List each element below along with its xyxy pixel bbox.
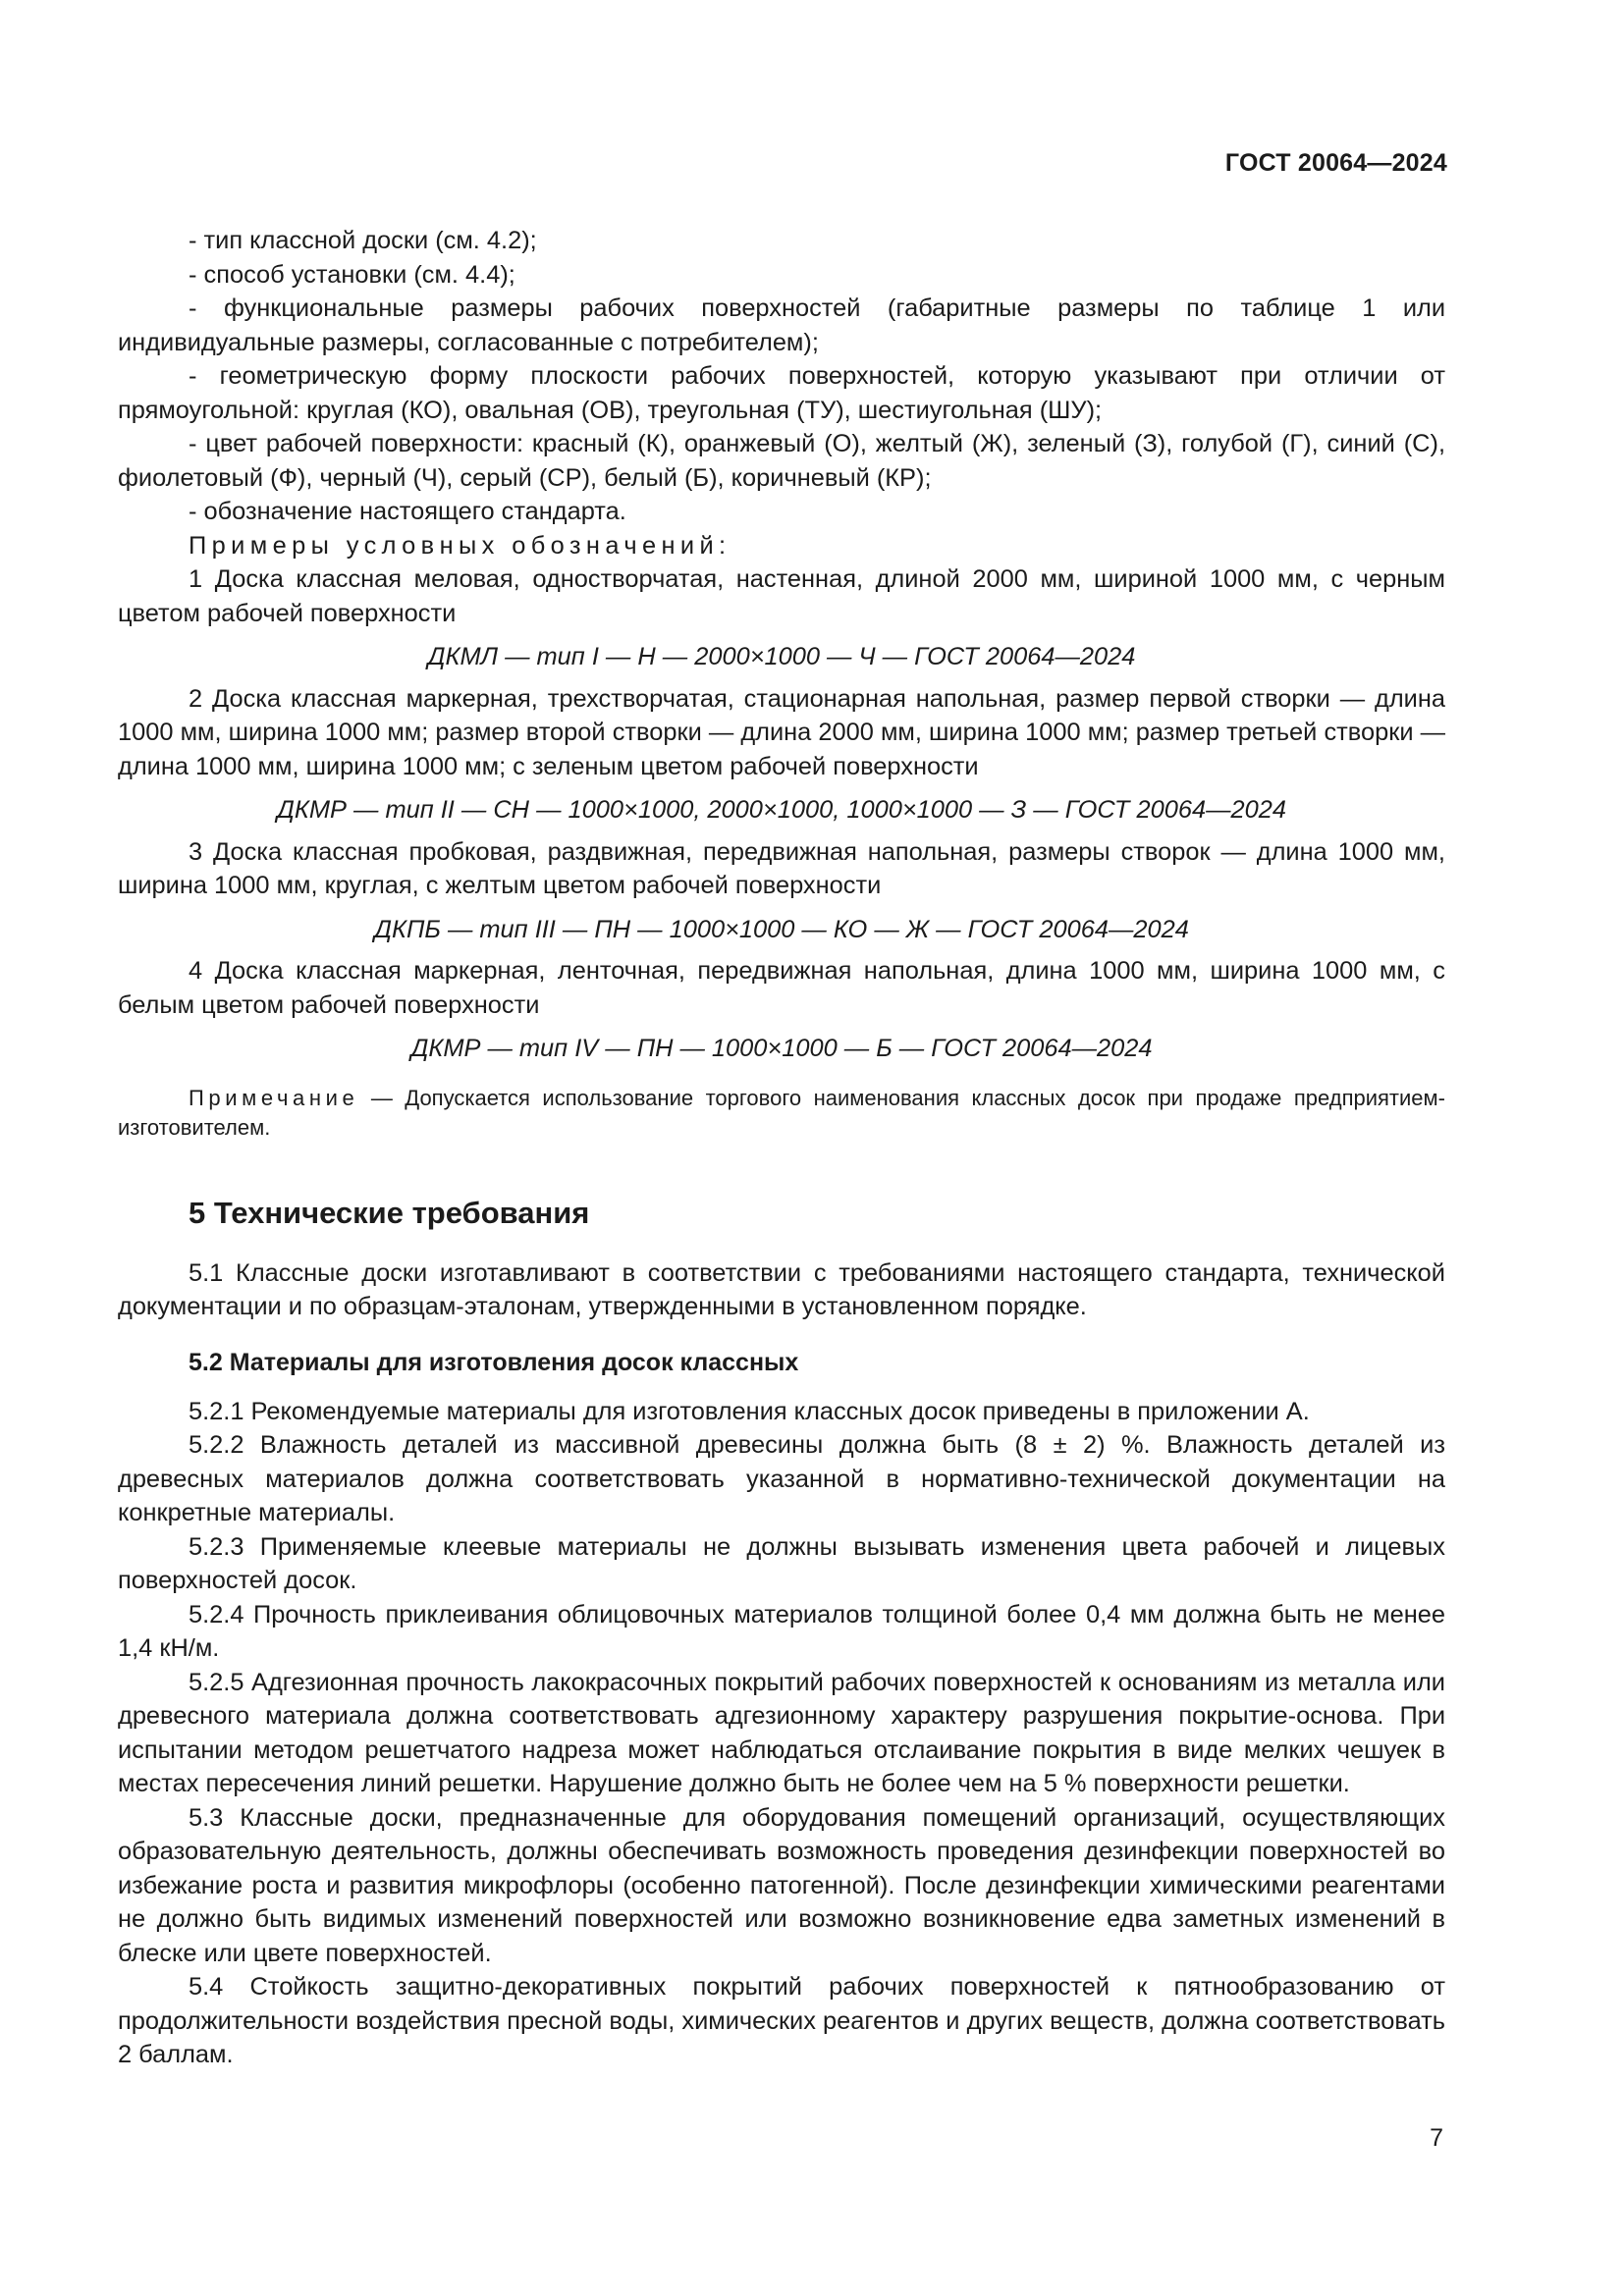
paragraph-5-2-5: 5.2.5 Адгезионная прочность лакокрасочных покрытий рабочих поверхностей к основаниям из металла или древесного материала должна соответствовать адгезионному характеру разрушения покрытие-основа. При испытании методом решетчатого надреза может наблюдаться отслаивание покрытия в виде мелких чешуек в местах пересечения линий решетки. Нарушение должно быть не более чем на 5 % поверхности решетки. (118, 1668, 1445, 1797)
note-text: — Допускается использование торгового наименования классных досок при продаже предприятием-изготовителем. (118, 1085, 1445, 1140)
section-title: 5 Технические требования (189, 1195, 590, 1230)
page-number: 7 (1430, 2124, 1443, 2152)
paragraph-5-2-3: 5.2.3 Применяемые клеевые материалы не должны вызывать изменения цвета рабочей и лицевых поверхностей досок. (118, 1532, 1445, 1594)
list-item: - геометрическую форму плоскости рабочих поверхностей, которую указывают при отличии от прямоугольной: круглая (КО), овальная (ОВ), треугольная (ТУ), шестиугольная (ШУ); (118, 362, 1445, 424)
example-text: 3 Доска классная пробковая, раздвижная, передвижная напольная, размеры створок — длина 1000 мм, ширина 1000 мм, круглая, с желтым цветом рабочей поверхности (118, 837, 1445, 899)
subsection-title: 5.2 Материалы для изготовления досок классных (189, 1348, 799, 1376)
paragraph-5-2-1: 5.2.1 Рекомендуемые материалы для изготовления классных досок приведены в приложении А. (189, 1397, 1310, 1425)
paragraph-5-3: 5.3 Классные доски, предназначенные для оборудования помещений организаций, осуществляющих образовательную деятельность, должны обеспечивать возможность проведения дезинфекции поверхностей во избежание роста и развития микрофлоры (особенно патогенной). После дезинфекции химическими реагентами не должно быть видимых изменений поверхностей или возможно возникновение едва заметных изменений в блеске или цвете поверхностей. (118, 1803, 1445, 1967)
list-item: - способ установки (см. 4.4); (189, 260, 515, 289)
example-formula: ДКМЛ — тип I — Н — 2000×1000 — Ч — ГОСТ 20064—2024 (427, 643, 1136, 670)
example-formula: ДКМР — тип IV — ПН — 1000×1000 — Б — ГОСТ 20064—2024 (410, 1035, 1153, 1062)
list-item: - обозначение настоящего стандарта. (189, 498, 626, 525)
example-formula: ДКПБ — тип III — ПН — 1000×1000 — КО — Ж — ГОСТ 20064—2024 (374, 915, 1189, 943)
note (118, 1084, 1445, 1143)
list-item: - функциональные размеры рабочих поверхностей (габаритные размеры по таблице 1 или индивидуальные размеры, согласованные с потребителем); (118, 294, 1445, 356)
document-body (118, 224, 1445, 2072)
paragraph-5-1: 5.1 Классные доски изготавливают в соответствии с требованиями настоящего стандарта, технической документации и по образцам-эталонам, утвержденными в установленном порядке. (118, 1258, 1445, 1320)
paragraph-5-4: 5.4 Стойкость защитно-декоративных покрытий рабочих поверхностей к пятнообразованию от продолжительности воздействия пресной воды, химических реагентов и других веществ, должна соответствовать 2 баллам. (118, 1973, 1445, 2068)
paragraph-5-2-2: 5.2.2 Влажность деталей из массивной древесины должна быть (8 ± 2) %. Влажность деталей из древесных материалов должна соответствовать указанной в нормативно-технической документации на конкретные материалы. (118, 1431, 1445, 1526)
example-text: 2 Доска классная маркерная, трехстворчатая, стационарная напольная, размер первой створки — длина 1000 мм, ширина 1000 мм; размер второй створки — длина 2000 мм, ширина 1000 мм; размер третьей створки — длина 1000 мм, ширина 1000 мм; с зеленым цветом рабочей поверхности (118, 684, 1445, 780)
document-header: ГОСТ 20064—2024 (1224, 149, 1447, 177)
note-label: Примечание (189, 1085, 359, 1110)
example-text: 1 Доска классная меловая, одностворчатая, настенная, длиной 2000 мм, шириной 1000 мм, с черным цветом рабочей поверхности (118, 565, 1445, 627)
examples-heading: Примеры условных обозначений: (189, 531, 731, 560)
paragraph-5-2-4: 5.2.4 Прочность приклеивания облицовочных материалов толщиной более 0,4 мм должна быть не менее 1,4 кН/м. (118, 1600, 1445, 1662)
list-item: - цвет рабочей поверхности: красный (К), оранжевый (О), желтый (Ж), зеленый (З), голубой (Г), синий (С), фиолетовый (Ф), черный (Ч), серый (СР), белый (Б), коричневый (КР); (118, 430, 1445, 492)
example-text: 4 Доска классная маркерная, ленточная, передвижная напольная, длина 1000 мм, ширина 1000 мм, с белым цветом рабочей поверхности (118, 957, 1445, 1019)
list-item: - тип классной доски (см. 4.2); (189, 227, 537, 254)
example-formula: ДКМР — тип II — СН — 1000×1000, 2000×1000, 1000×1000 — З — ГОСТ 20064—2024 (277, 796, 1286, 824)
